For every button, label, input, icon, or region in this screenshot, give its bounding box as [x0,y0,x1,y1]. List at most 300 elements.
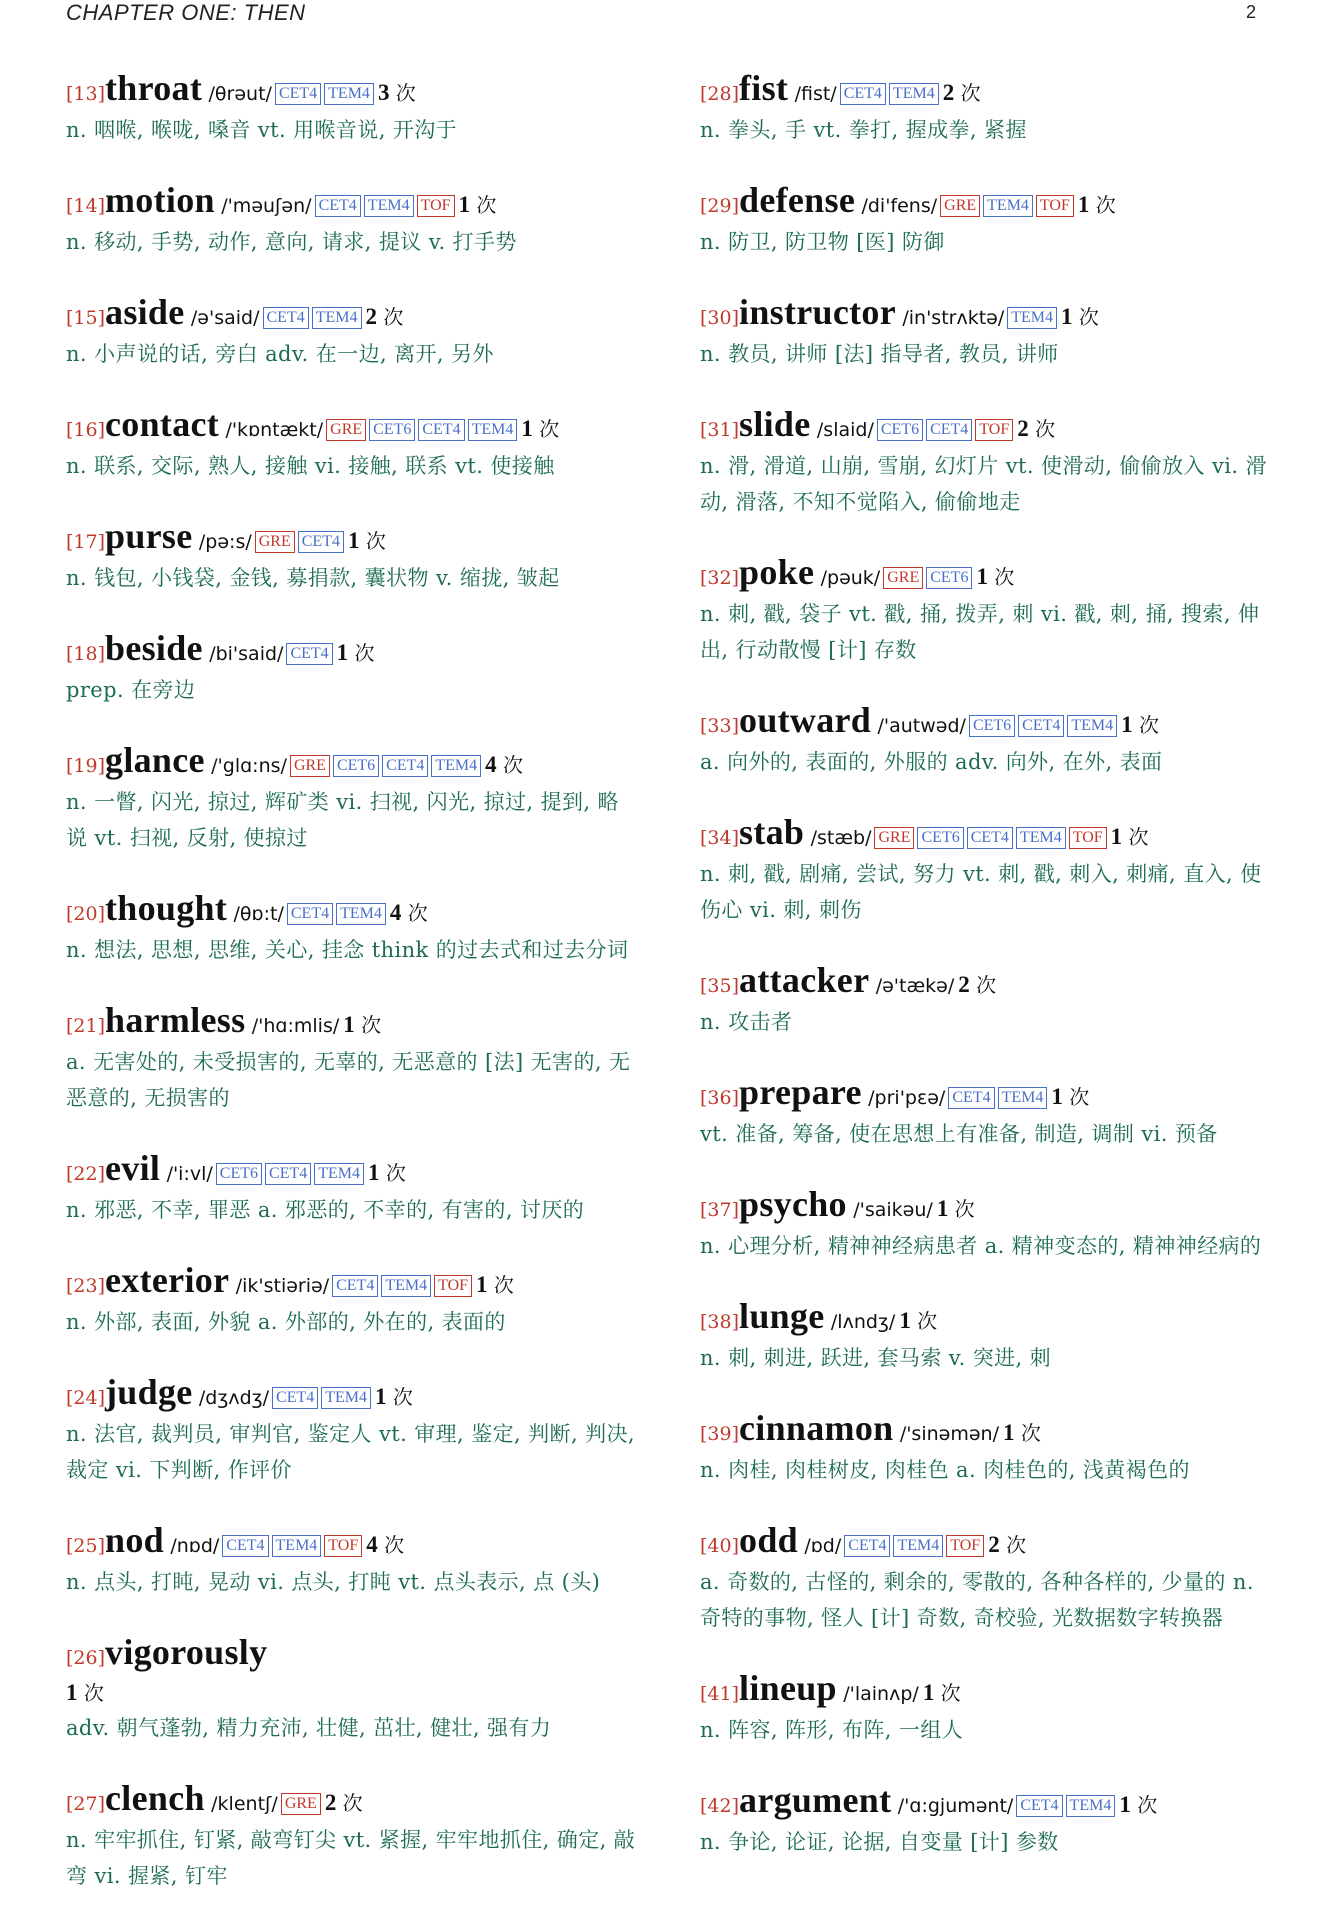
pronunciation: /klentʃ/ [211,1793,278,1815]
frequency-count: 1 [347,528,360,553]
headword: aside [105,292,185,332]
entry-index: [18] [66,643,106,665]
frequency-count: 1 [1110,824,1123,849]
frequency-unit: 次 [503,753,524,777]
headword: psycho [739,1184,847,1224]
frequency [1078,193,1116,217]
entry-headline [700,702,1270,744]
exam-tag: CET4 [948,1087,994,1109]
entry-headline [66,1374,636,1416]
vocab-entry [700,70,1270,148]
definition: a. 向外的, 表面的, 外服的 adv. 向外, 在外, 表面 [700,750,1163,774]
frequency-unit: 次 [960,81,981,105]
vocab-entry [700,1186,1270,1264]
entry-headline [66,1002,636,1044]
entry-headline [700,814,1270,856]
definition: n. 小声说的话, 旁白 adv. 在一边, 离开, 另外 [66,342,494,366]
frequency-count: 4 [485,752,497,777]
pronunciation: /'məuʃən/ [221,195,312,217]
exam-tag: TEM4 [272,1535,322,1557]
frequency [366,1533,404,1557]
headword: lunge [739,1296,825,1336]
exam-tag: GRE [281,1793,321,1815]
vocab-entry [700,182,1270,260]
entry-index: [15] [66,307,106,329]
frequency [459,193,497,217]
entry-index: [21] [66,1015,106,1037]
entry-headline [66,1780,636,1822]
frequency-count: 4 [389,900,402,925]
entry-index: [40] [700,1535,740,1557]
entry-headline [66,70,636,112]
entry-headline [66,518,636,560]
pronunciation: /'lainʌp/ [843,1683,919,1705]
frequency [976,565,1014,589]
exam-tag: TEM4 [324,83,374,105]
frequency [899,1309,937,1333]
exam-tag: CET4 [287,903,333,925]
headword: nod [105,1520,164,1560]
frequency-count: 2 [324,1790,337,1815]
frequency-unit: 次 [385,1161,406,1185]
frequency-unit: 次 [917,1309,938,1333]
frequency-unit: 次 [1006,1533,1027,1557]
frequency-count: 1 [1061,304,1073,329]
headword: motion [105,180,215,220]
frequency-count: 1 [936,1196,949,1221]
vocab-entry [66,890,636,968]
frequency [521,417,559,441]
entry-index: [27] [66,1793,106,1815]
definition: adv. 朝气蓬勃, 精力充沛, 壮健, 茁壮, 健壮, 强有力 [66,1716,552,1740]
entry-index: [36] [700,1087,740,1109]
exam-tag: CET4 [1018,715,1064,737]
vocab-entry [66,1634,636,1746]
definition: n. 滑, 滑道, 山崩, 雪崩, 幻灯片 vt. 使滑动, 偷偷放入 vi. 滑动, 滑落, 不知不觉陷入, 偷偷地走 [700,454,1267,514]
headword: poke [739,552,815,592]
entry-headline [700,406,1270,448]
frequency [1111,825,1149,849]
frequency [937,1197,975,1221]
headword: judge [105,1372,193,1412]
exam-tag: GRE [940,195,980,217]
exam-tag: TEM4 [1066,1795,1116,1817]
frequency-count: 2 [988,1532,1000,1557]
headword: lineup [739,1668,837,1708]
headword: exterior [105,1260,230,1300]
headword: outward [739,700,872,740]
vocab-entry [66,1522,636,1600]
exam-tag: CET4 [844,1535,890,1557]
pronunciation: /di'fens/ [861,195,938,217]
frequency-unit: 次 [1139,713,1160,737]
exam-tag: CET4 [222,1535,268,1557]
headword: odd [739,1520,798,1560]
frequency-count: 1 [458,192,471,217]
entry-headline [700,294,1270,336]
pronunciation: /ə'said/ [190,307,260,329]
headword: harmless [105,1000,246,1040]
entry-headline [66,294,636,336]
frequency-unit: 次 [1128,825,1149,849]
frequency-unit: 次 [395,81,416,105]
vocab-entry [700,814,1270,928]
exam-tag: TOF [975,419,1013,441]
entry-headline [700,1186,1270,1228]
pronunciation: /slaid/ [816,419,874,441]
entry-index: [16] [66,419,106,441]
entry-index: [34] [700,827,740,849]
frequency-count: 1 [1051,1084,1063,1109]
frequency-unit: 次 [342,1791,363,1815]
exam-tag: TEM4 [1016,827,1066,849]
definition: n. 刺, 戳, 剧痛, 尝试, 努力 vt. 刺, 戳, 刺入, 刺痛, 直入, 使伤心 vi. 刺, 刺伤 [700,862,1262,922]
frequency [325,1791,363,1815]
frequency-count: 1 [375,1384,387,1409]
vocab-entry [700,1410,1270,1488]
entry-index: [31] [700,419,740,441]
entry-index: [24] [66,1387,106,1409]
headword: vigorously [105,1632,268,1672]
frequency [66,1676,636,1710]
vocab-entry [66,1374,636,1488]
pronunciation: /'i:vl/ [166,1163,213,1185]
definition: a. 奇数的, 古怪的, 剩余的, 零散的, 各种各样的, 少量的 n. 奇特的事物, 怪人 [计] 奇数, 奇校验, 光数据数字转换器 [700,1570,1254,1630]
vocab-entry [66,1150,636,1228]
page-header [66,0,1256,30]
definition: n. 移动, 手势, 动作, 意向, 请求, 提议 v. 打手势 [66,230,517,254]
exam-tag: TEM4 [381,1275,431,1297]
entry-index: [35] [700,975,740,997]
exam-tag: CET4 [382,755,428,777]
exam-tag: TEM4 [1007,307,1057,329]
frequency [943,81,981,105]
headword: defense [739,180,856,220]
definition: n. 拳头, 手 vt. 拳打, 握成拳, 紧握 [700,118,1027,142]
pronunciation: /'hɑ:mlis/ [251,1015,340,1037]
exam-tag: CET4 [926,419,972,441]
pronunciation: /'saikəu/ [853,1199,933,1221]
entry-index: [22] [66,1163,106,1185]
exam-tag: TEM4 [889,83,939,105]
pronunciation: /θrəut/ [208,83,272,105]
pronunciation: /nɒd/ [170,1535,220,1557]
pronunciation: /pəuk/ [820,567,881,589]
frequency-count: 3 [377,80,390,105]
frequency [368,1161,406,1185]
exam-tag: TEM4 [312,307,362,329]
headword: purse [105,516,193,556]
exam-tag: GRE [255,531,295,553]
definition: n. 刺, 戳, 袋子 vt. 戳, 捅, 拨弄, 刺 vi. 戳, 刺, 捅, 搜索, 伸出, 行动散慢 [计] 存数 [700,602,1260,662]
exam-tag: TEM4 [336,903,386,925]
entry-headline [700,1298,1270,1340]
frequency [1003,1421,1041,1445]
frequency-unit: 次 [954,1197,975,1221]
exam-tag: CET6 [969,715,1015,737]
exam-tag: TOF [946,1535,984,1557]
pronunciation: /lʌndʒ/ [830,1311,896,1333]
exam-tag: CET6 [917,827,963,849]
frequency [366,305,404,329]
exam-tag: CET4 [840,83,886,105]
frequency-count: 2 [1017,416,1029,441]
exam-tag: TEM4 [364,195,414,217]
frequency-unit: 次 [476,193,497,217]
pronunciation: /stæb/ [810,827,872,849]
frequency-count: 1 [1003,1420,1015,1445]
frequency-count: 1 [476,1272,488,1297]
frequency-count: 1 [899,1308,911,1333]
headword: clench [105,1778,205,1818]
definition: n. 一瞥, 闪光, 掠过, 辉矿类 vi. 扫视, 闪光, 掠过, 提到, 略说 vt. 扫视, 反射, 使掠过 [66,790,619,850]
entry-index: [38] [700,1311,740,1333]
definition: n. 阵容, 阵形, 布阵, 一组人 [700,1718,964,1742]
entry-headline [66,182,636,224]
headword: beside [105,628,203,668]
exam-tag: CET4 [298,531,344,553]
frequency [1051,1085,1089,1109]
entry-headline [66,890,636,932]
frequency [1121,713,1159,737]
entry-index: [29] [700,195,740,217]
exam-tag: GRE [290,755,330,777]
headword: prepare [739,1072,862,1112]
exam-tag: TEM4 [998,1087,1048,1109]
frequency [390,901,428,925]
definition: n. 外部, 表面, 外貌 a. 外部的, 外在的, 表面的 [66,1310,506,1334]
definition: prep. 在旁边 [66,678,196,702]
definition: n. 心理分析, 精神神经病患者 a. 精神变态的, 精神神经病的 [700,1234,1262,1258]
vocab-entry [700,962,1270,1040]
exam-tag: CET4 [265,1163,311,1185]
vocab-entry [66,742,636,856]
headword: stab [739,812,805,852]
entry-index: [17] [66,531,106,553]
exam-tag: TOF [1036,195,1074,217]
entry-headline [700,182,1270,224]
exam-tag: CET4 [315,195,361,217]
frequency [1119,1793,1157,1817]
exam-tag: TOF [417,195,455,217]
pronunciation: /ik'stiəriə/ [235,1275,330,1297]
frequency [348,529,386,553]
entry-headline [66,1634,636,1676]
frequency-unit: 次 [1069,1085,1090,1109]
frequency [1017,417,1055,441]
entry-headline [66,1150,636,1192]
exam-tag: TEM4 [893,1535,943,1557]
headword: thought [105,888,228,928]
frequency-unit: 次 [1035,417,1056,441]
exam-tag: TEM4 [431,755,481,777]
entry-headline [700,962,1270,1004]
frequency-unit: 次 [383,305,404,329]
exam-tag: CET4 [1016,1795,1062,1817]
vocab-entry [700,1298,1270,1376]
exam-tag: CET4 [332,1275,378,1297]
definition: n. 法官, 裁判员, 审判官, 鉴定人 vt. 审理, 鉴定, 判断, 判决, 裁定 vi. 下判断, 作评价 [66,1422,635,1482]
entry-headline [66,630,636,672]
frequency-count: 1 [343,1012,355,1037]
exam-tag: CET6 [926,567,972,589]
frequency-count: 4 [366,1532,378,1557]
exam-tag: CET6 [333,755,379,777]
frequency-unit: 次 [392,1385,413,1409]
frequency-unit: 次 [1137,1793,1158,1817]
pronunciation: /θɒ:t/ [233,903,284,925]
frequency-unit: 次 [365,529,386,553]
frequency-count: 1 [976,564,988,589]
entry-index: [19] [66,755,106,777]
frequency-count: 2 [958,972,970,997]
vocab-entry [66,1002,636,1116]
headword: argument [739,1780,892,1820]
exam-tag: TEM4 [321,1387,371,1409]
vocab-entry [66,1780,636,1894]
vocab-entry [66,630,636,708]
entry-headline [700,554,1270,596]
entry-index: [14] [66,195,106,217]
pronunciation: /'sinəmən/ [899,1423,999,1445]
exam-tag: CET6 [877,419,923,441]
frequency [337,641,375,665]
frequency-count: 1 [521,416,533,441]
frequency-count: 1 [922,1680,935,1705]
frequency-count: 1 [1077,192,1090,217]
frequency-unit: 次 [1020,1421,1041,1445]
frequency-unit: 次 [361,1013,382,1037]
page-number: 2 [1245,2,1256,22]
exam-tag: CET4 [275,83,321,105]
frequency [958,973,996,997]
entry-headline [66,1262,636,1304]
vocab-entry [700,1522,1270,1636]
headword: contact [105,404,220,444]
definition: n. 攻击者 [700,1010,793,1034]
definition: a. 无害处的, 未受损害的, 无辜的, 无恶意的 [法] 无害的, 无恶意的, 无损害的 [66,1050,631,1110]
vocab-entry [66,406,636,484]
frequency-unit: 次 [83,1681,104,1705]
definition: n. 教员, 讲师 [法] 指导者, 教员, 讲师 [700,342,1059,366]
frequency-unit: 次 [1078,305,1099,329]
headword: instructor [739,292,896,332]
vocab-entry [700,1074,1270,1152]
headword: fist [739,68,789,108]
entry-headline [66,406,636,448]
frequency-count: 1 [1121,712,1133,737]
definition: n. 联系, 交际, 熟人, 接触 vi. 接触, 联系 vt. 使接触 [66,454,555,478]
pronunciation: /dʒʌdʒ/ [198,1387,270,1409]
entry-index: [13] [66,83,106,105]
definition: n. 咽喉, 喉咙, 嗓音 vt. 用喉音说, 开沟于 [66,118,458,142]
entry-index: [39] [700,1423,740,1445]
exam-tag: TEM4 [1067,715,1117,737]
exam-tag: CET4 [272,1387,318,1409]
headword: glance [105,740,205,780]
definition: n. 想法, 思想, 思维, 关心, 挂念 think 的过去式和过去分词 [66,938,629,962]
frequency-count: 1 [368,1160,380,1185]
exam-tag: CET6 [369,419,415,441]
exam-tag: CET4 [418,419,464,441]
frequency-unit: 次 [976,973,997,997]
definition: n. 防卫, 防卫物 [医] 防御 [700,230,945,254]
entry-index: [30] [700,307,740,329]
pronunciation: /'autwəd/ [877,715,966,737]
exam-tag: TOF [1069,827,1107,849]
entry-index: [42] [700,1795,740,1817]
frequency-unit: 次 [354,641,375,665]
vocab-entry [700,406,1270,520]
exam-tag: CET4 [967,827,1013,849]
frequency [988,1533,1026,1557]
pronunciation: /ə'tækə/ [875,975,955,997]
frequency-count: 1 [336,640,349,665]
entry-index: [37] [700,1199,740,1221]
vocab-entry [66,294,636,372]
exam-tag: CET4 [263,307,309,329]
chapter-title: CHAPTER ONE: THEN [66,0,306,25]
frequency [923,1681,961,1705]
definition: n. 刺, 刺进, 跃进, 套马索 v. 突进, 刺 [700,1346,1052,1370]
entry-index: [25] [66,1535,106,1557]
definition: n. 肉桂, 肉桂树皮, 肉桂色 a. 肉桂色的, 浅黄褐色的 [700,1458,1190,1482]
definition: n. 争论, 论证, 论据, 自变量 [计] 参数 [700,1830,1059,1854]
frequency [485,753,523,777]
vocab-entry [66,182,636,260]
headword: attacker [739,960,870,1000]
entry-headline [700,1670,1270,1712]
vocab-entry [700,702,1270,780]
definition: n. 钱包, 小钱袋, 金钱, 募捐款, 囊状物 v. 缩拢, 皱起 [66,566,560,590]
pronunciation: /pri'pɛə/ [868,1087,946,1109]
entry-headline [66,742,636,784]
frequency [1061,305,1099,329]
definition: n. 点头, 打盹, 晃动 vi. 点头, 打盹 vt. 点头表示, 点 (头) [66,1570,601,1594]
exam-tag: CET4 [286,643,332,665]
entry-index: [32] [700,567,740,589]
pronunciation: /ɒd/ [804,1535,842,1557]
frequency-count: 2 [365,304,377,329]
exam-tag: GRE [326,419,366,441]
entry-headline [700,1522,1270,1564]
frequency-count: 1 [66,1680,78,1705]
vocab-entry [66,518,636,596]
pronunciation: /pə:s/ [198,531,252,553]
frequency [375,1385,413,1409]
exam-tag: TEM4 [983,195,1033,217]
definition: n. 邪恶, 不幸, 罪恶 a. 邪恶的, 不幸的, 有害的, 讨厌的 [66,1198,585,1222]
vocab-entry [66,1262,636,1340]
entry-headline [700,1074,1270,1116]
headword: cinnamon [739,1408,894,1448]
frequency [476,1273,514,1297]
definition: vt. 准备, 筹备, 使在思想上有准备, 制造, 调制 vi. 预备 [700,1122,1218,1146]
headword: evil [105,1148,161,1188]
vocab-entry [700,1782,1270,1860]
pronunciation: /bi'said/ [209,643,284,665]
vocab-entry [700,1670,1270,1748]
vocab-entry [66,70,636,148]
definition: n. 牢牢抓住, 钉紧, 敲弯钉尖 vt. 紧握, 牢牢地抓住, 确定, 敲弯 vi. 握紧, 钉牢 [66,1828,636,1888]
exam-tag: GRE [874,827,914,849]
entry-headline [700,1410,1270,1452]
exam-tag: CET6 [216,1163,262,1185]
exam-tag: TEM4 [468,419,518,441]
vocab-entry [700,294,1270,372]
pronunciation: /'kɒntækt/ [225,419,324,441]
entry-headline [700,70,1270,112]
